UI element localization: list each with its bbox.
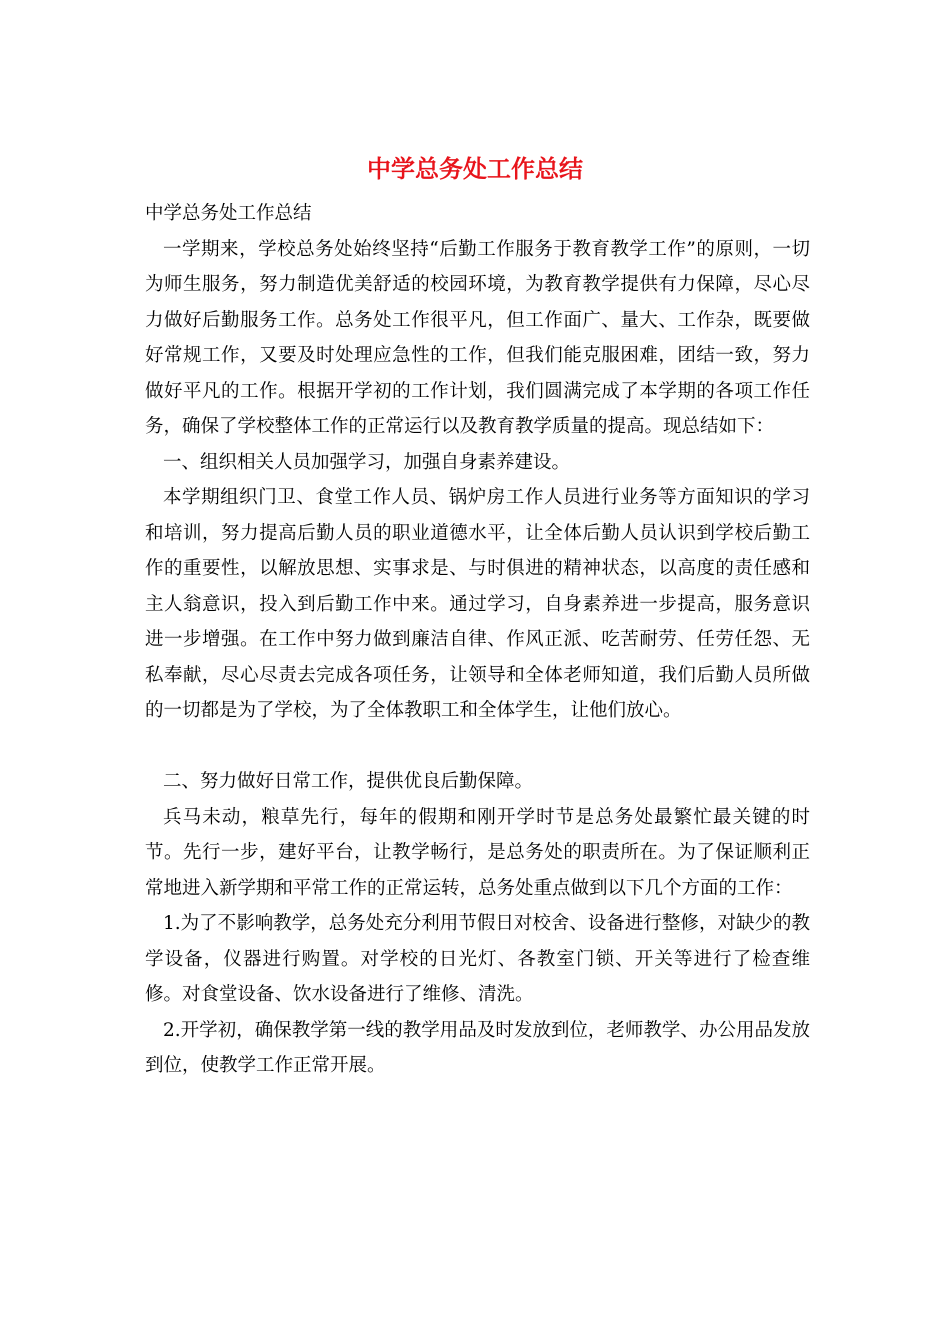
paragraph-section-2: 兵马未动，粮草先行，每年的假期和刚开学时节是总务处最繁忙最关键的时节。先行一步，建好平台，让教学畅行，是总务处的职责所在。为了保证顺利正常地进入新学期和平常工作的正常运转，总务处重点做到以下几个方面的工作： <box>145 806 810 899</box>
blank-line <box>145 729 810 765</box>
list-item-1: 1.为了不影响教学，总务处充分利用节假日对校舍、设备进行整修，对缺少的教学设备，仪器进行购置。对学校的日光灯、各教室门锁、开关等进行了检查维修。对食堂设备、饮水设备进行了维修、清洗。 <box>145 913 810 1005</box>
document-body <box>145 196 810 1084</box>
document-title: 中学总务处工作总结 <box>367 155 583 183</box>
paragraph-intro: 一学期来，学校总务处始终坚持“后勤工作服务于教育教学工作”的原则，一切为师生服务，努力制造优美舒适的校园环境，为教育教学提供有力保障，尽心尽力做好后勤服务工作。总务处工作很平凡，但工作面广、量大、工作杂，既要做好常规工作，又要及时处理应急性的工作，但我们能克服困难，团结一致，努力做好平凡的工作。根据开学初的工作计划，我们圆满完成了本学期的各项工作任务，确保了学校整体工作的正常运行以及教育教学质量的提高。现总结如下： <box>145 238 810 437</box>
section-heading-2: 二、努力做好日常工作，提供优良后勤保障。 <box>163 771 534 792</box>
paragraph-section-1: 本学期组织门卫、食堂工作人员、锅炉房工作人员进行业务等方面知识的学习和培训，努力提高后勤人员的职业道德水平，让全体后勤人员认识到学校后勤工作的重要性，以解放思想、实事求是、与时俱进的精神状态，以高度的责任感和主人翁意识，投入到后勤工作中来。通过学习，自身素养进一步提高，服务意识进一步增强。在工作中努力做到廉洁自律、作风正派、吃苦耐劳、任劳任怨、无私奉献，尽心尽责去完成各项任务，让领导和全体老师知道，我们后勤人员所做的一切都是为了学校，为了全体教职工和全体学生，让他们放心。 <box>145 487 810 721</box>
list-item-2: 2.开学初，确保教学第一线的教学用品及时发放到位，老师教学、办公用品发放到位，使教学工作正常开展。 <box>145 1019 810 1076</box>
section-heading-1: 一、组织相关人员加强学习，加强自身素养建设。 <box>163 451 571 473</box>
paragraph-subtitle: 中学总务处工作总结 <box>145 203 312 224</box>
